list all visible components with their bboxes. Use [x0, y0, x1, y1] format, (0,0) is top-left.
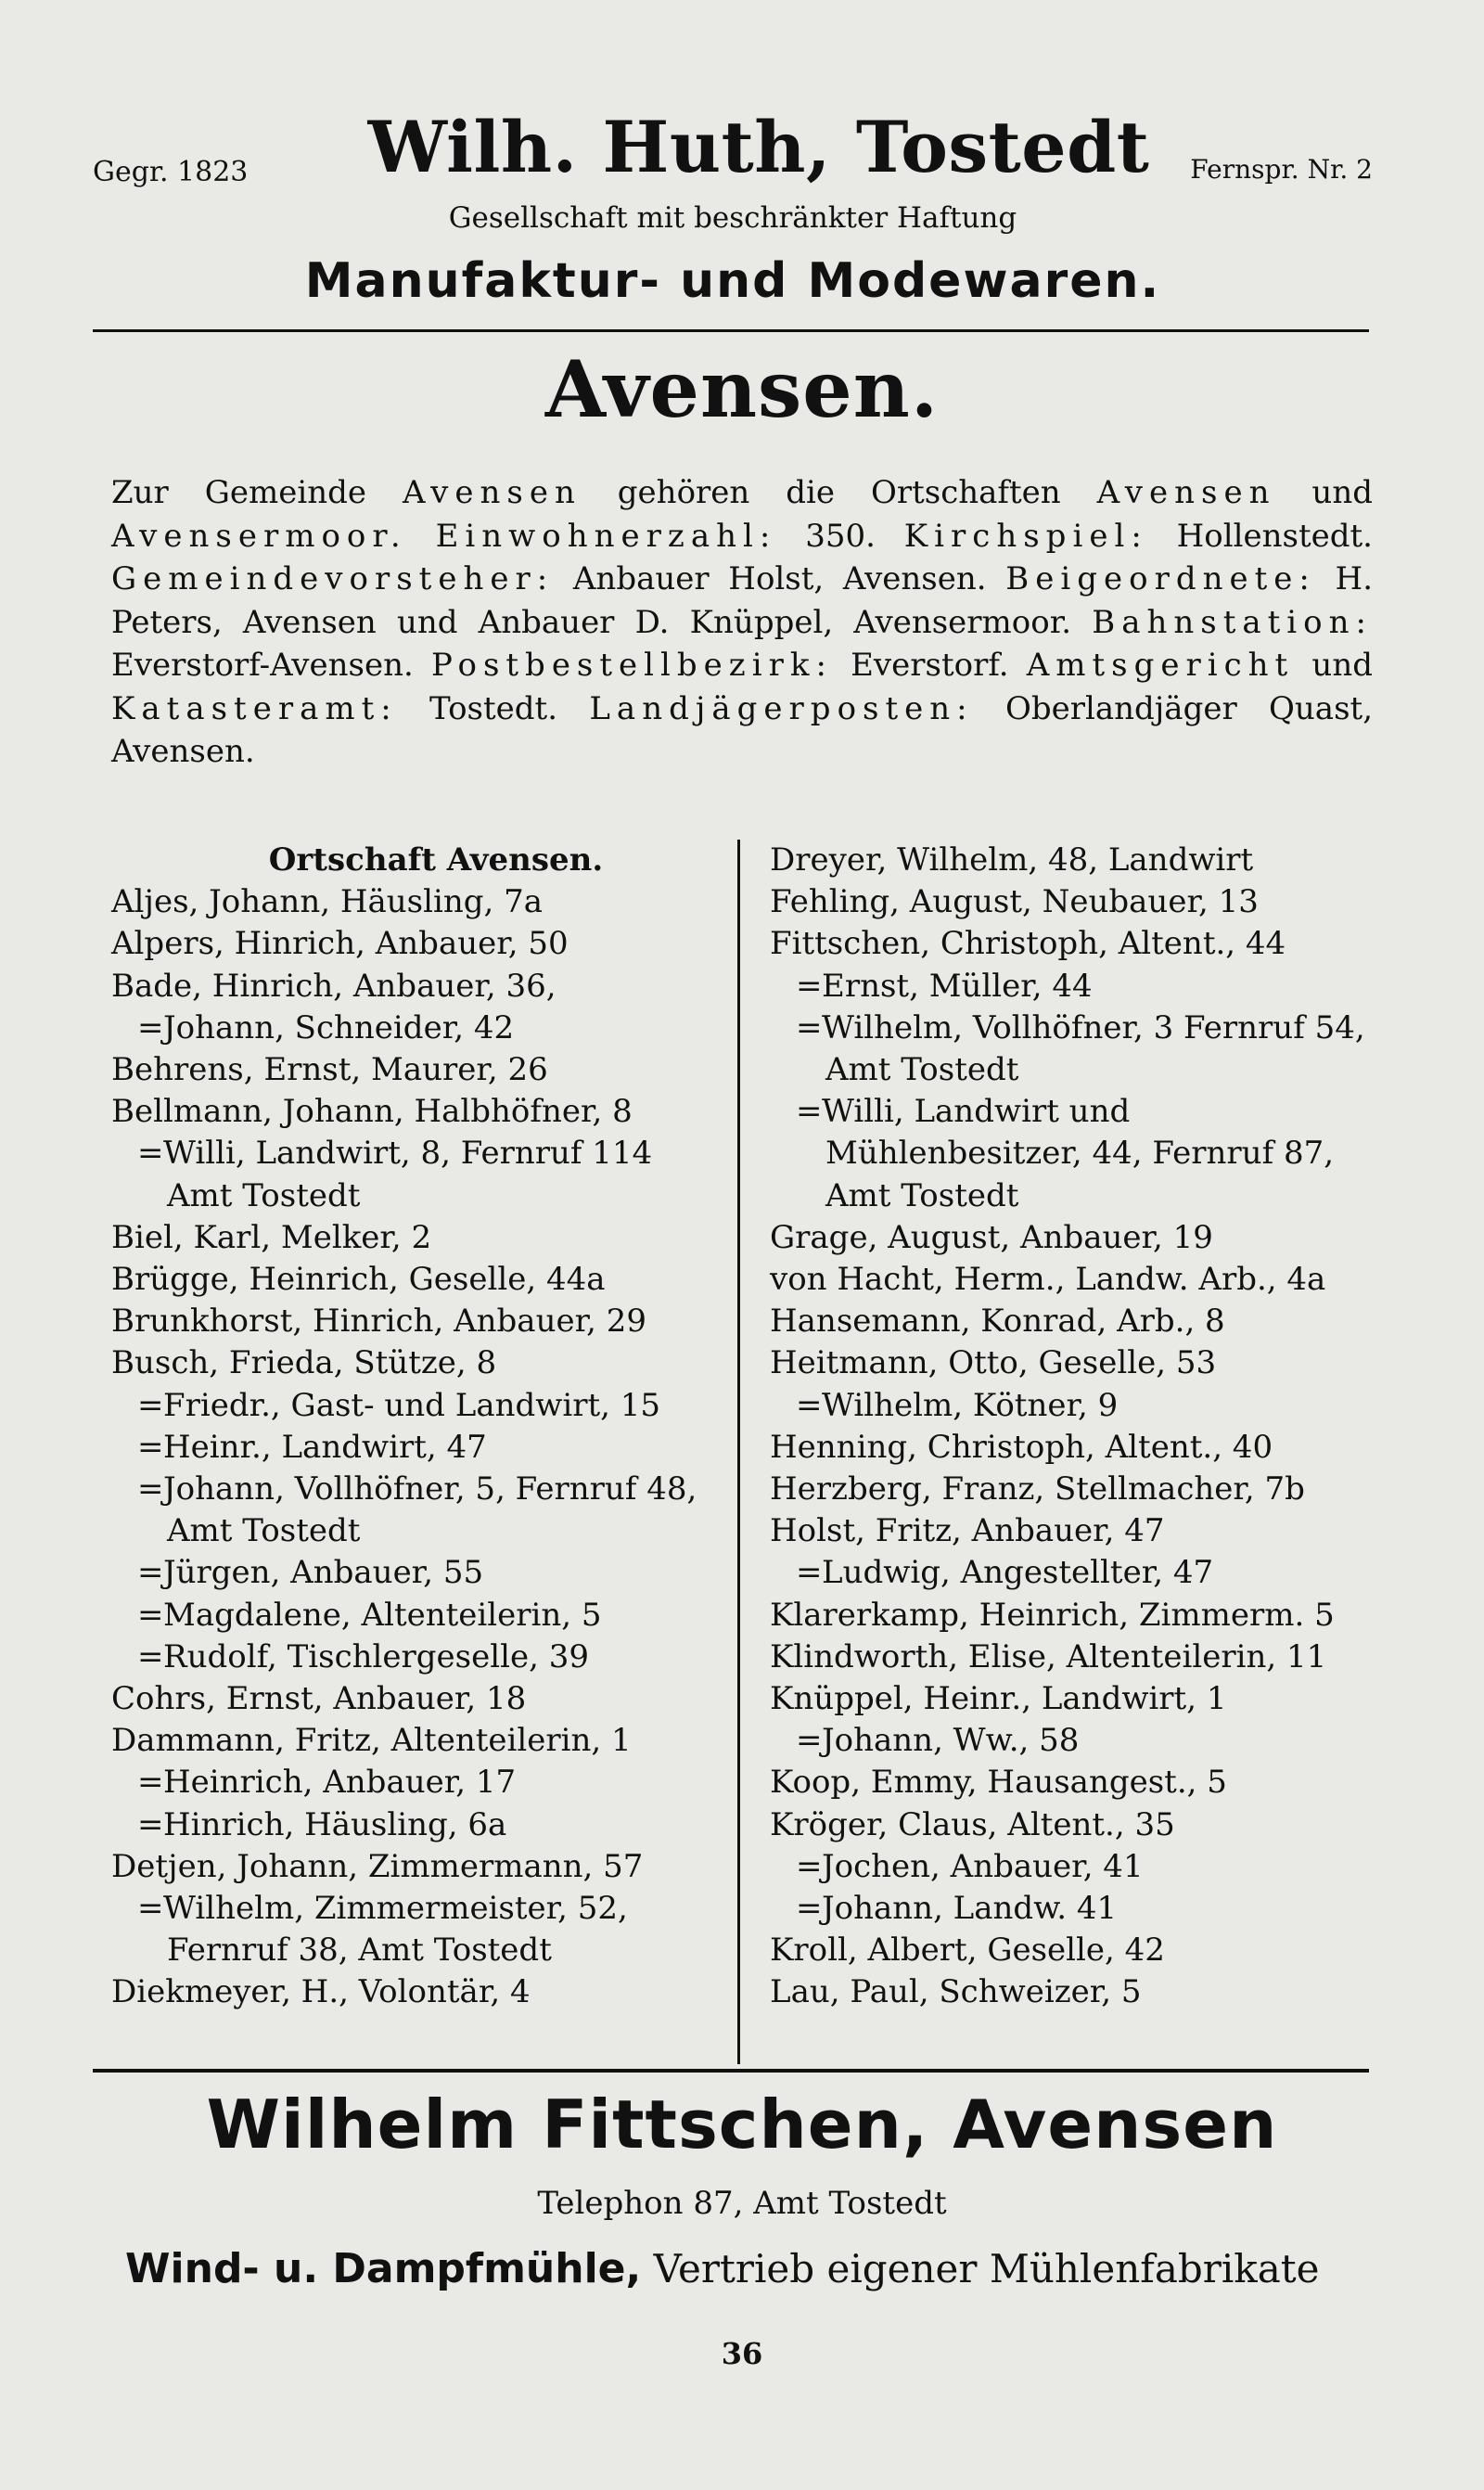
- resident-entry: [770, 1217, 1382, 1259]
- resident-entry: [770, 881, 1382, 923]
- resident-entry: [111, 1971, 723, 2013]
- resident-entry: [111, 1008, 723, 1049]
- repeat-mark: =: [796, 1093, 823, 1131]
- resident-entry: [111, 1091, 723, 1133]
- resident-entry-text: Diekmeyer, H., Volontär, 4: [111, 1973, 531, 2011]
- resident-entry-text: Aljes, Johann, Häusling, 7a: [111, 883, 544, 921]
- resident-entry-text: Heinr., Landwirt, 47: [163, 1428, 487, 1466]
- resident-entry: [111, 1342, 723, 1384]
- resident-list-left-column: [111, 840, 723, 2014]
- resident-entry: [770, 1301, 1382, 1342]
- resident-entry: [770, 1385, 1382, 1427]
- resident-entry: [770, 1091, 1382, 1217]
- resident-entry-text: Heitmann, Otto, Geselle, 53: [770, 1344, 1217, 1382]
- mill-products: Vertrieb eigener Mühlenfabrikate: [653, 2246, 1320, 2291]
- resident-entry: [111, 1846, 723, 1888]
- resident-entry: [770, 1469, 1382, 1510]
- resident-entry-text: Fittschen, Christoph, Altent., 44: [770, 925, 1286, 963]
- resident-entry: [111, 1636, 723, 1678]
- resident-entry-text: Willi, Landwirt und Mühlenbesitzer, 44, Fernruf 87, Amt Tostedt: [822, 1093, 1335, 1214]
- repeat-mark: =: [137, 1554, 164, 1592]
- resident-entry: [770, 1259, 1382, 1301]
- top-divider: [93, 329, 1369, 332]
- resident-entry-text: Brunkhorst, Hinrich, Anbauer, 29: [111, 1303, 646, 1341]
- legal-form: Gesellschaft mit beschränkter Haftung: [448, 201, 1017, 235]
- resident-entry-text: Dammann, Fritz, Altenteilerin, 1: [111, 1722, 632, 1760]
- page-number: 36: [721, 2336, 763, 2371]
- resident-entry-text: von Hacht, Herm., Landw. Arb., 4a: [770, 1261, 1326, 1299]
- repeat-mark: =: [796, 1890, 823, 1928]
- resident-entry: [111, 1888, 723, 1971]
- header-phone-number: Fernspr. Nr. 2: [1190, 154, 1373, 185]
- resident-entry: [111, 1385, 723, 1427]
- resident-entry-text: Hansemann, Konrad, Arb., 8: [770, 1303, 1225, 1341]
- resident-entry: [111, 966, 723, 1008]
- resident-entry: [770, 1762, 1382, 1803]
- resident-entry: [770, 1595, 1382, 1636]
- resident-entry-text: Johann, Vollhöfner, 5, Fernruf 48, Amt Tostedt: [163, 1470, 697, 1550]
- resident-entry-text: Bellmann, Johann, Halbhöfner, 8: [111, 1093, 633, 1131]
- village-title: Avensen.: [544, 343, 940, 435]
- resident-entry: [770, 1427, 1382, 1469]
- resident-entry: [111, 1804, 723, 1846]
- resident-entry: [770, 966, 1382, 1008]
- resident-entry: [111, 1552, 723, 1594]
- resident-entry: [770, 1846, 1382, 1888]
- repeat-mark: =: [796, 1554, 823, 1592]
- resident-entry: [770, 1888, 1382, 1930]
- resident-entry-text: Ernst, Müller, 44: [822, 967, 1093, 1005]
- resident-entry: [770, 1510, 1382, 1552]
- resident-entry-text: Herzberg, Franz, Stellmacher, 7b: [770, 1470, 1305, 1508]
- resident-entry: [770, 1342, 1382, 1384]
- resident-entry: [770, 840, 1382, 881]
- founded-year: Gegr. 1823: [93, 156, 249, 188]
- resident-entry-text: Holst, Fritz, Anbauer, 47: [770, 1512, 1165, 1550]
- repeat-mark: =: [796, 967, 823, 1005]
- footer-phone: Telephon 87, Amt Tostedt: [537, 2185, 947, 2222]
- footer-mill-description: [125, 2245, 1405, 2292]
- repeat-mark: =: [796, 1008, 823, 1046]
- repeat-mark: =: [796, 1386, 823, 1424]
- resident-entry: [111, 1469, 723, 1552]
- resident-entry: [111, 1049, 723, 1091]
- resident-entry: [111, 1259, 723, 1301]
- resident-entry: [770, 1971, 1382, 2013]
- resident-entry: [770, 1552, 1382, 1594]
- resident-entry-text: Wilhelm, Vollhöfner, 3 Fernruf 54, Amt Tostedt: [822, 1008, 1365, 1089]
- header-advertisement: [93, 97, 1373, 309]
- resident-entry-text: Klindworth, Elise, Altenteilerin, 11: [770, 1637, 1327, 1675]
- resident-entry-text: Jürgen, Anbauer, 55: [163, 1554, 484, 1592]
- resident-entry-text: Friedr., Gast- und Landwirt, 15: [163, 1386, 661, 1424]
- repeat-mark: =: [137, 1890, 164, 1928]
- resident-entry-text: Rudolf, Tischlergeselle, 39: [163, 1637, 589, 1675]
- resident-entry-text: Wilhelm, Kötner, 9: [822, 1386, 1119, 1424]
- repeat-mark: =: [137, 1386, 164, 1424]
- resident-entry-text: Knüppel, Heinr., Landwirt, 1: [770, 1680, 1227, 1718]
- resident-entry-text: Willi, Landwirt, 8, Fernruf 114 Amt Tostedt: [163, 1135, 653, 1214]
- resident-entry-text: Kröger, Claus, Altent., 35: [770, 1805, 1175, 1843]
- resident-entry: [111, 1595, 723, 1636]
- resident-entry: [111, 1762, 723, 1803]
- resident-entry: [111, 1427, 723, 1469]
- repeat-mark: =: [796, 1722, 823, 1760]
- resident-entry-text: Jochen, Anbauer, 41: [822, 1847, 1144, 1885]
- resident-entry-text: Kroll, Albert, Geselle, 42: [770, 1932, 1165, 1970]
- resident-entry-text: Koop, Emmy, Hausangest., 5: [770, 1764, 1227, 1802]
- resident-entry: [770, 1636, 1382, 1678]
- resident-entry: [770, 1930, 1382, 1971]
- resident-entry-text: Busch, Frieda, Stütze, 8: [111, 1344, 497, 1382]
- resident-entry-text: Alpers, Hinrich, Anbauer, 50: [111, 925, 569, 963]
- resident-entry-text: Hinrich, Häusling, 6a: [163, 1805, 507, 1843]
- resident-entry: [111, 1678, 723, 1720]
- resident-entry-text: Bade, Hinrich, Anbauer, 36,: [111, 967, 556, 1005]
- resident-entry: [770, 1678, 1382, 1720]
- resident-entry-text: Johann, Landw. 41: [822, 1890, 1118, 1928]
- bottom-divider: [93, 2069, 1369, 2073]
- locality-heading: Ortschaft Avensen.: [268, 841, 604, 879]
- resident-entry-text: Henning, Christoph, Altent., 40: [770, 1428, 1273, 1466]
- repeat-mark: =: [137, 1596, 164, 1634]
- repeat-mark: =: [137, 1135, 164, 1173]
- resident-entry-text: Detjen, Johann, Zimmermann, 57: [111, 1847, 644, 1885]
- footer-company-name: Wilhelm Fittschen, Avensen: [206, 2086, 1278, 2163]
- resident-entry-text: Fehling, August, Neubauer, 13: [770, 883, 1259, 921]
- resident-entry-text: Wilhelm, Zimmermeister, 52, Fernruf 38, Amt Tostedt: [163, 1890, 628, 1970]
- column-divider: [737, 840, 740, 2064]
- resident-entry-text: Johann, Schneider, 42: [163, 1008, 515, 1046]
- repeat-mark: =: [796, 1847, 823, 1885]
- village-intro-paragraph: Zur Gemeinde Avensen gehören die Ortschaften Avensen und Avensermoor. Einwohnerzahl: 350. Kirchspiel: Hollenstedt. Gemeindevorsteher: Anbauer Holst, Avensen. Beigeordnete: H. Peters, Avensen und Anbauer D. Knüppel, Avensermoor. Bahnstation: Everstorf-Avensen. Postbestellbezirk: Everstorf. Amtsgericht und Katasteramt: Tostedt. Landjägerposten: Oberlandjäger Quast, Avensen.: [111, 474, 1374, 770]
- resident-entry: [770, 923, 1382, 965]
- resident-entry-text: Brügge, Heinrich, Geselle, 44a: [111, 1261, 606, 1299]
- mill-type: Wind- u. Dampfmühle,: [125, 2245, 642, 2292]
- resident-entry: [111, 1217, 723, 1259]
- resident-entry-text: Behrens, Ernst, Maurer, 26: [111, 1051, 548, 1089]
- trade-description: Manufaktur- und Modewaren.: [304, 253, 1161, 309]
- resident-entry-text: Grage, August, Anbauer, 19: [770, 1218, 1213, 1256]
- resident-entry-text: Biel, Karl, Melker, 2: [111, 1218, 432, 1256]
- repeat-mark: =: [137, 1637, 164, 1675]
- resident-entry-text: Ludwig, Angestellter, 47: [822, 1554, 1214, 1592]
- resident-entry-text: Heinrich, Anbauer, 17: [163, 1764, 517, 1802]
- resident-entry: [111, 1301, 723, 1342]
- header-company-name: Wilh. Huth, Tostedt: [367, 106, 1150, 188]
- resident-entry: [111, 1133, 723, 1216]
- resident-entry: [111, 923, 723, 965]
- repeat-mark: =: [137, 1764, 164, 1802]
- repeat-mark: =: [137, 1008, 164, 1046]
- resident-entry-text: Klarerkamp, Heinrich, Zimmerm. 5: [770, 1596, 1335, 1634]
- repeat-mark: =: [137, 1470, 164, 1508]
- resident-entry: [770, 1008, 1382, 1091]
- resident-entry-text: Dreyer, Wilhelm, 48, Landwirt: [770, 841, 1254, 879]
- resident-list-right-column: [770, 840, 1382, 2014]
- resident-entry-text: Cohrs, Ernst, Anbauer, 18: [111, 1680, 527, 1718]
- resident-entry-text: Magdalene, Altenteilerin, 5: [163, 1596, 602, 1634]
- resident-entry: [770, 1804, 1382, 1846]
- resident-entry-text: Lau, Paul, Schweizer, 5: [770, 1973, 1142, 2011]
- repeat-mark: =: [137, 1428, 164, 1466]
- resident-entry: [770, 1720, 1382, 1762]
- repeat-mark: =: [137, 1805, 164, 1843]
- resident-entry-text: Johann, Ww., 58: [822, 1722, 1080, 1760]
- resident-entry: [111, 881, 723, 923]
- resident-entry: [111, 1720, 723, 1762]
